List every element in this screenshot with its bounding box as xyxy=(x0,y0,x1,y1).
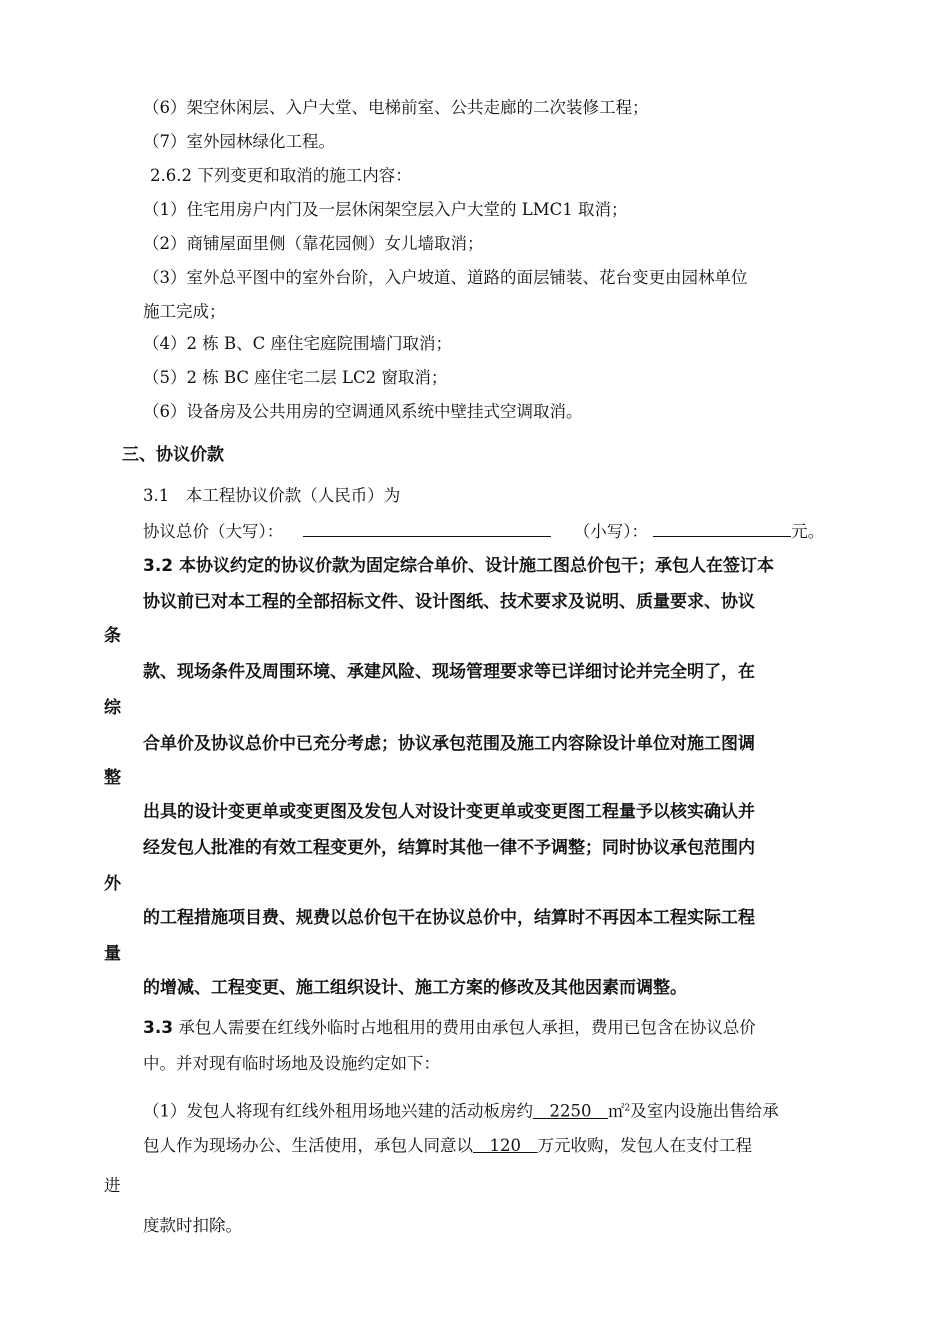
list-item: （5）2 栋 BC 座住宅二层 LC2 窗取消； xyxy=(143,368,448,387)
clause-3-2-line: 量 xyxy=(104,944,121,964)
price-unit: 元。 xyxy=(791,522,825,541)
item-1-line xyxy=(143,1134,752,1158)
list-item: （1）住宅用房户内门及一层休闲架空层入户大堂的 LMC1 取消； xyxy=(143,200,628,219)
section-heading-3: 三、协议价款 xyxy=(122,445,224,465)
area-unit-symbol: ㎡ xyxy=(608,1101,625,1121)
item-1-text: 万元收购，发包人在支付工程 xyxy=(537,1136,752,1155)
item-1-text: 包人作为现场办公、生活使用，承包人同意以 xyxy=(143,1136,473,1155)
clause-3-2-line: 整 xyxy=(104,768,121,788)
clause-3-2-line: 条 xyxy=(104,626,121,646)
clause-3-2-line: 的增减、工程变更、施工组织设计、施工方案的修改及其他因素而调整。 xyxy=(143,978,687,998)
clause-3-1: 3.1 本工程协议价款（人民币）为 xyxy=(143,486,401,505)
list-item: （6）设备房及公共用房的空调通风系统中壁挂式空调取消。 xyxy=(143,402,583,421)
price-lower-blank[interactable] xyxy=(653,518,791,537)
clause-3-2-line: 3.2 本协议约定的协议价款为固定综合单价、设计施工图总价包干；承包人在签订本 xyxy=(143,556,775,576)
area-value: 2250 xyxy=(533,1101,608,1121)
amount-value: 120 xyxy=(473,1136,538,1155)
item-1-text: 及室内设施出售给承 xyxy=(630,1101,779,1121)
clause-3-2-line: 合单价及协议总价中已充分考虑；协议承包范围及施工内容除设计单位对施工图调 xyxy=(143,734,755,754)
clause-3-2-line: 综 xyxy=(104,698,121,718)
clause-3-2-line: 出具的设计变更单或变更图及发包人对设计变更单或变更图工程量予以核实确认并 xyxy=(143,802,755,822)
item-1-text: （1）发包人将现有红线外租用场地兴建的活动板房约 xyxy=(143,1101,533,1121)
list-item: （3）室外总平图中的室外台阶，入户坡道、道路的面层铺装、花台变更由园林单位 xyxy=(143,268,748,287)
list-item: （2）商铺屋面里侧（靠花园侧）女儿墙取消； xyxy=(143,234,484,253)
price-upper-label: 协议总价（大写）： xyxy=(143,522,284,541)
list-item-continuation: 施工完成； xyxy=(143,302,226,321)
price-upper-blank[interactable] xyxy=(303,518,551,537)
price-lower-label: （小写）： xyxy=(573,522,648,541)
list-item: （4）2 栋 B、C 座住宅庭院围墙门取消； xyxy=(143,334,452,353)
clause-3-3-number: 3.3 xyxy=(143,1018,174,1038)
area-unit xyxy=(608,1102,630,1121)
clause-3-2-line: 经发包人批准的有效工程变更外，结算时其他一律不予调整；同时协议承包范围内 xyxy=(143,838,755,858)
item-1-line: 度款时扣除。 xyxy=(143,1216,242,1235)
clause-3-2-line: 外 xyxy=(104,874,121,894)
area-unit-exponent: 2 xyxy=(624,1103,631,1113)
list-item: （7）室外园林绿化工程。 xyxy=(143,132,335,151)
item-1-line xyxy=(143,1096,779,1124)
price-line xyxy=(143,518,824,544)
section-heading-2-6-2: 2.6.2 下列变更和取消的施工内容： xyxy=(150,166,412,185)
clause-3-2-line: 的工程措施项目费、规费以总价包干在协议总价中，结算时不再因本工程实际工程 xyxy=(143,908,755,928)
clause-3-2-line: 协议前已对本工程的全部招标文件、设计图纸、技术要求及说明、质量要求、协议 xyxy=(143,592,755,612)
item-1-line: 进 xyxy=(104,1176,121,1195)
list-item: （6）架空休闲层、入户大堂、电梯前室、公共走廊的二次装修工程； xyxy=(143,98,649,117)
clause-3-2-line: 款、现场条件及周围环境、承建风险、现场管理要求等已详细讨论并完全明了，在 xyxy=(143,662,755,682)
clause-3-3-line xyxy=(143,1016,756,1040)
clause-3-3-text: 承包人需要在红线外临时占地租用的费用由承包人承担，费用已包含在协议总价 xyxy=(173,1018,756,1037)
clause-3-3-line: 中。并对现有临时场地及设施约定如下： xyxy=(143,1054,440,1073)
